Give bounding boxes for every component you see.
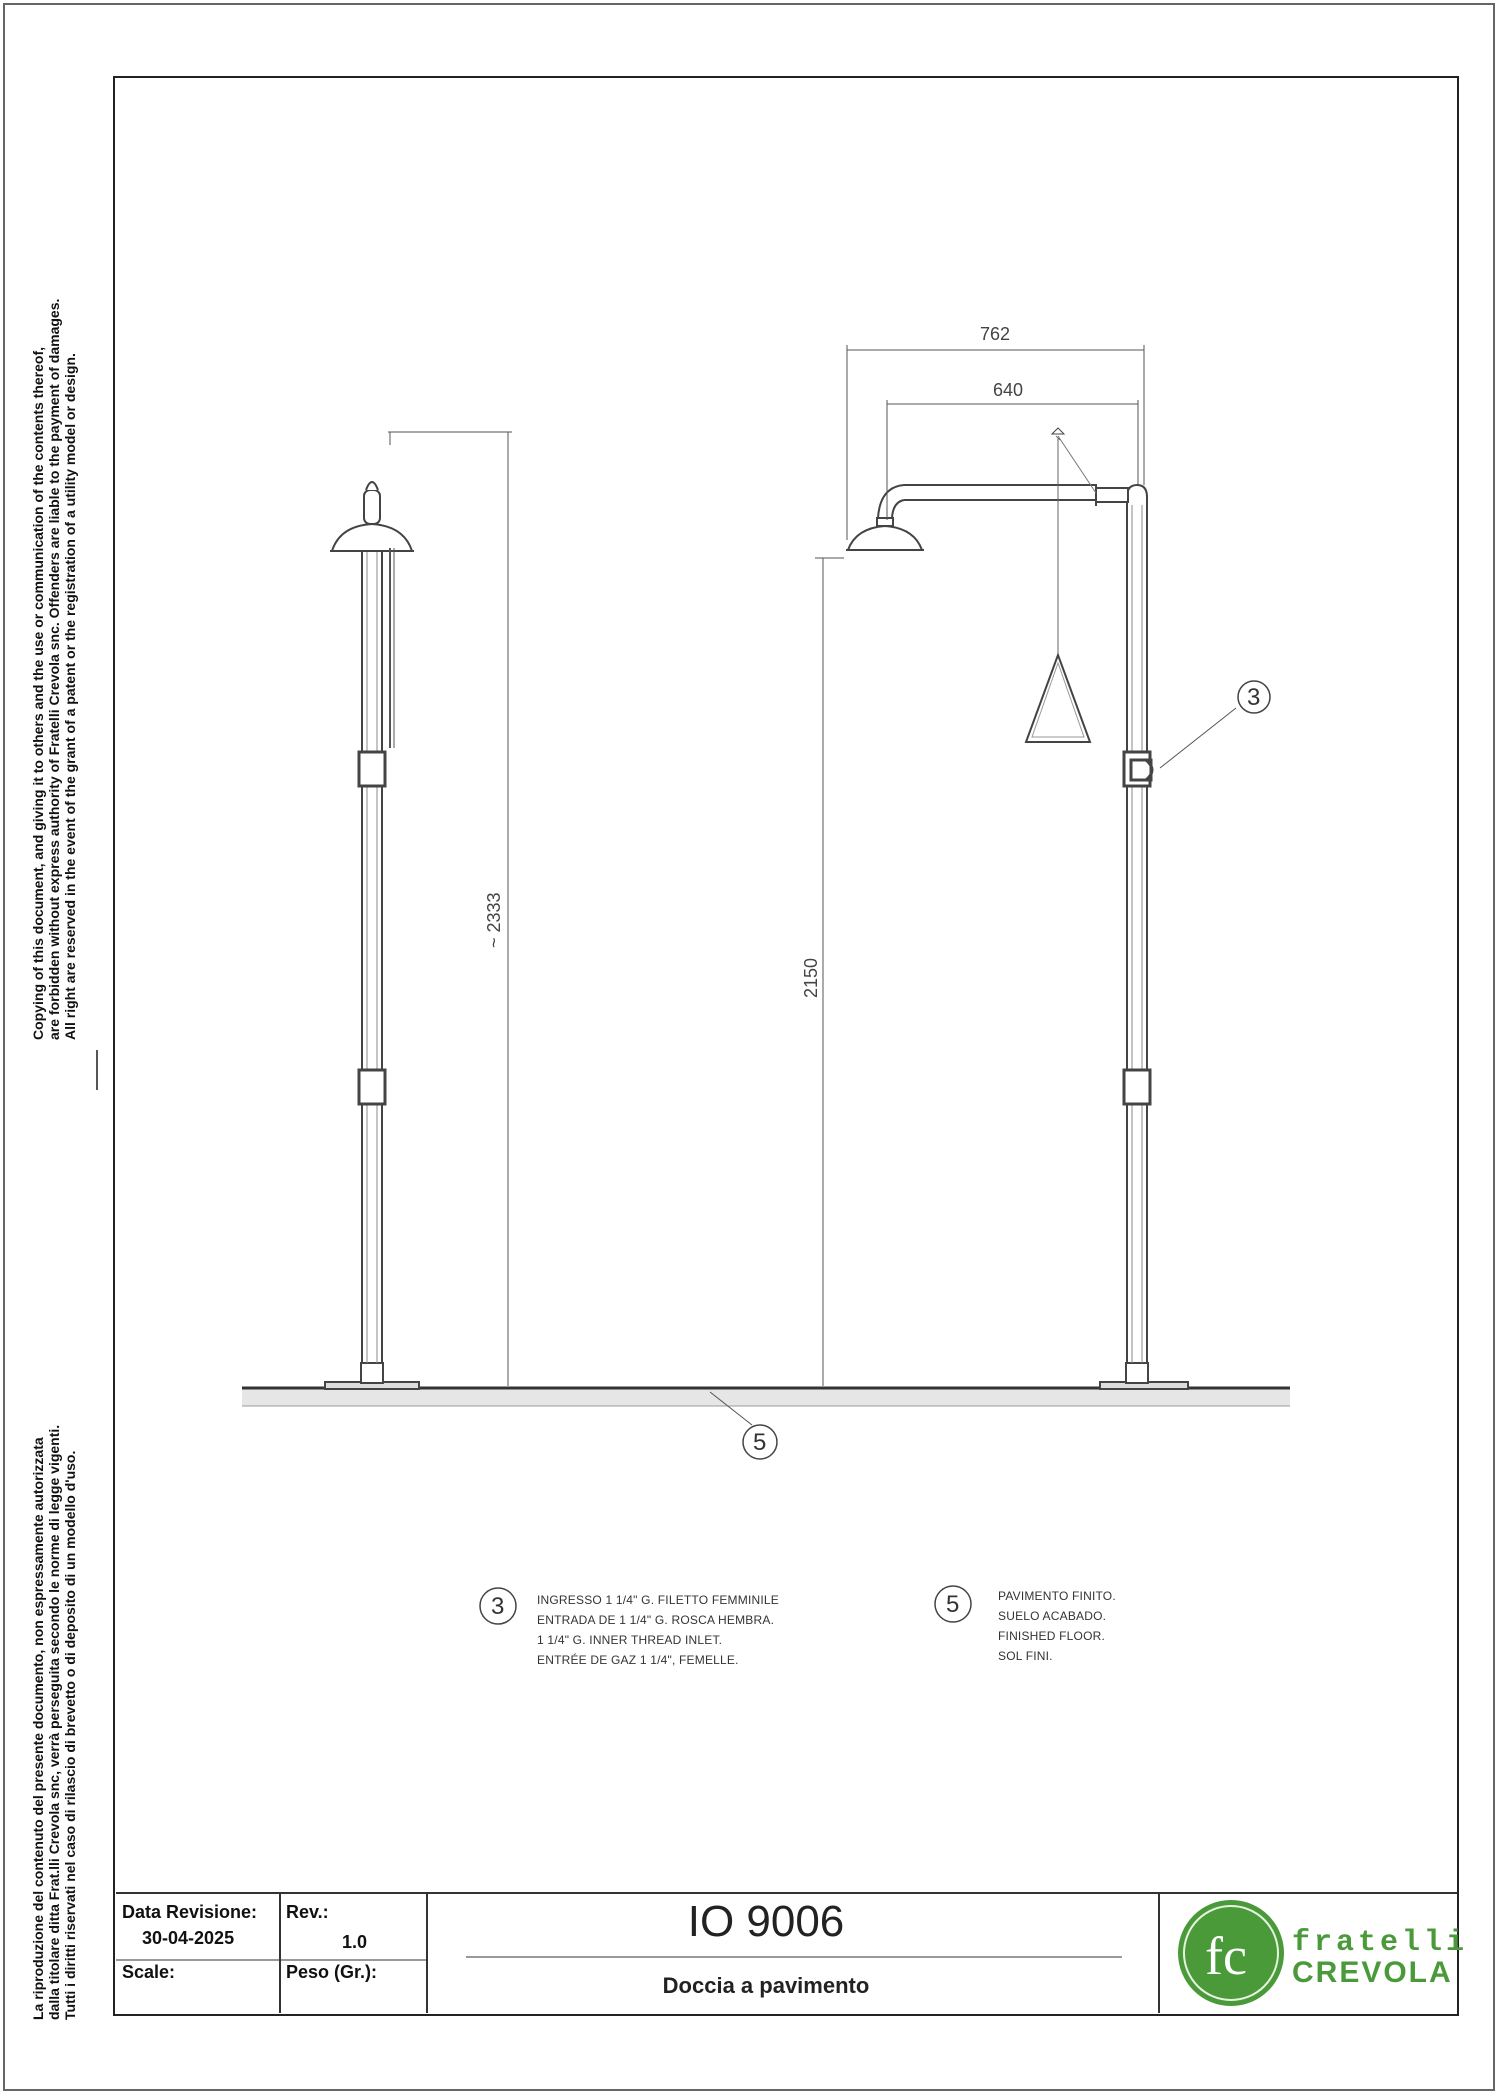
legal-italian-line: La riproduzione del contenuto del presente documento, non espressamente autorizzata	[30, 1437, 46, 2020]
revision-date-label: Data Revisione:	[122, 1902, 258, 1922]
drawing-description: Doccia a pavimento	[662, 1973, 870, 1998]
note-5-marker	[935, 1586, 971, 1622]
dim-overall-height-label: ~ 2333	[484, 892, 504, 948]
drawing-code: IO 9006	[687, 1897, 845, 1946]
rev-value: 1.0	[342, 1932, 368, 1952]
finished-floor	[242, 1388, 1290, 1406]
side-view-shower	[325, 482, 419, 1389]
dim-arm-inner-label: 640	[993, 380, 1024, 400]
note-5-number: 5	[946, 1591, 960, 1618]
front-view-shower	[846, 428, 1188, 1389]
callout-inlet	[1160, 681, 1270, 768]
brand-monogram: fc	[1205, 1926, 1247, 1986]
brand-logo-mark	[1178, 1900, 1284, 2006]
brand-name-line1: fratelli	[1292, 1926, 1469, 1960]
rev-label: Rev.:	[286, 1902, 329, 1922]
note-3-line: ENTRADA DE 1 1/4" G. ROSCA HEMBRA.	[537, 1613, 775, 1627]
legal-english-line: Copying of this document, and giving it to others and the use or communication of the contents thereof,	[30, 346, 46, 1040]
dim-arm-outer-label: 762	[980, 324, 1011, 344]
note-5-line: SUELO ACABADO.	[998, 1609, 1107, 1623]
note-3-text	[537, 1590, 779, 1670]
dimension-arm-outer	[847, 345, 1144, 540]
callout-inlet-number: 3	[1247, 684, 1261, 711]
dim-head-height-label: 2150	[801, 957, 821, 998]
note-5-line: FINISHED FLOOR.	[998, 1629, 1106, 1643]
callout-floor-number: 5	[753, 1429, 767, 1456]
scale-label: Scale:	[122, 1962, 176, 1982]
legal-italian-line: Tutti i diritti riservati nel caso di rilascio di brevetto o di deposito di un modello d'uso.	[62, 1450, 78, 2020]
legal-english-line: All right are reserved in the event of the grant of a patent or the registration of a utility model or design.	[62, 353, 78, 1040]
note-5-text	[998, 1586, 1116, 1666]
note-3-number: 3	[491, 1593, 505, 1620]
note-3-line: INGRESSO 1 1/4" G. FILETTO FEMMINILE	[537, 1593, 779, 1607]
brand-name	[1292, 1928, 1468, 1988]
note-3-marker	[480, 1588, 516, 1624]
legal-english-line: are forbidden without express authority of Fratelli Crevola snc. Offenders are liable to the payment of damages.	[46, 298, 62, 1040]
revision-date-value: 30-04-2025	[142, 1928, 235, 1948]
brand-name-line2: CREVOLA	[1292, 1956, 1453, 1989]
legal-italian-line: dalla titolare ditta Frat.lli Crevola snc, verrà perseguita secondo le norme di legge vigenti.	[46, 1424, 62, 2020]
note-5-line: PAVIMENTO FINITO.	[998, 1589, 1116, 1603]
note-3-line: ENTRÉE DE GAZ 1 1/4", FEMELLE.	[537, 1653, 739, 1667]
note-3-line: 1 1/4" G. INNER THREAD INLET.	[537, 1633, 723, 1647]
note-5-line: SOL FINI.	[998, 1649, 1053, 1663]
weight-label: Peso (Gr.):	[286, 1962, 378, 1982]
